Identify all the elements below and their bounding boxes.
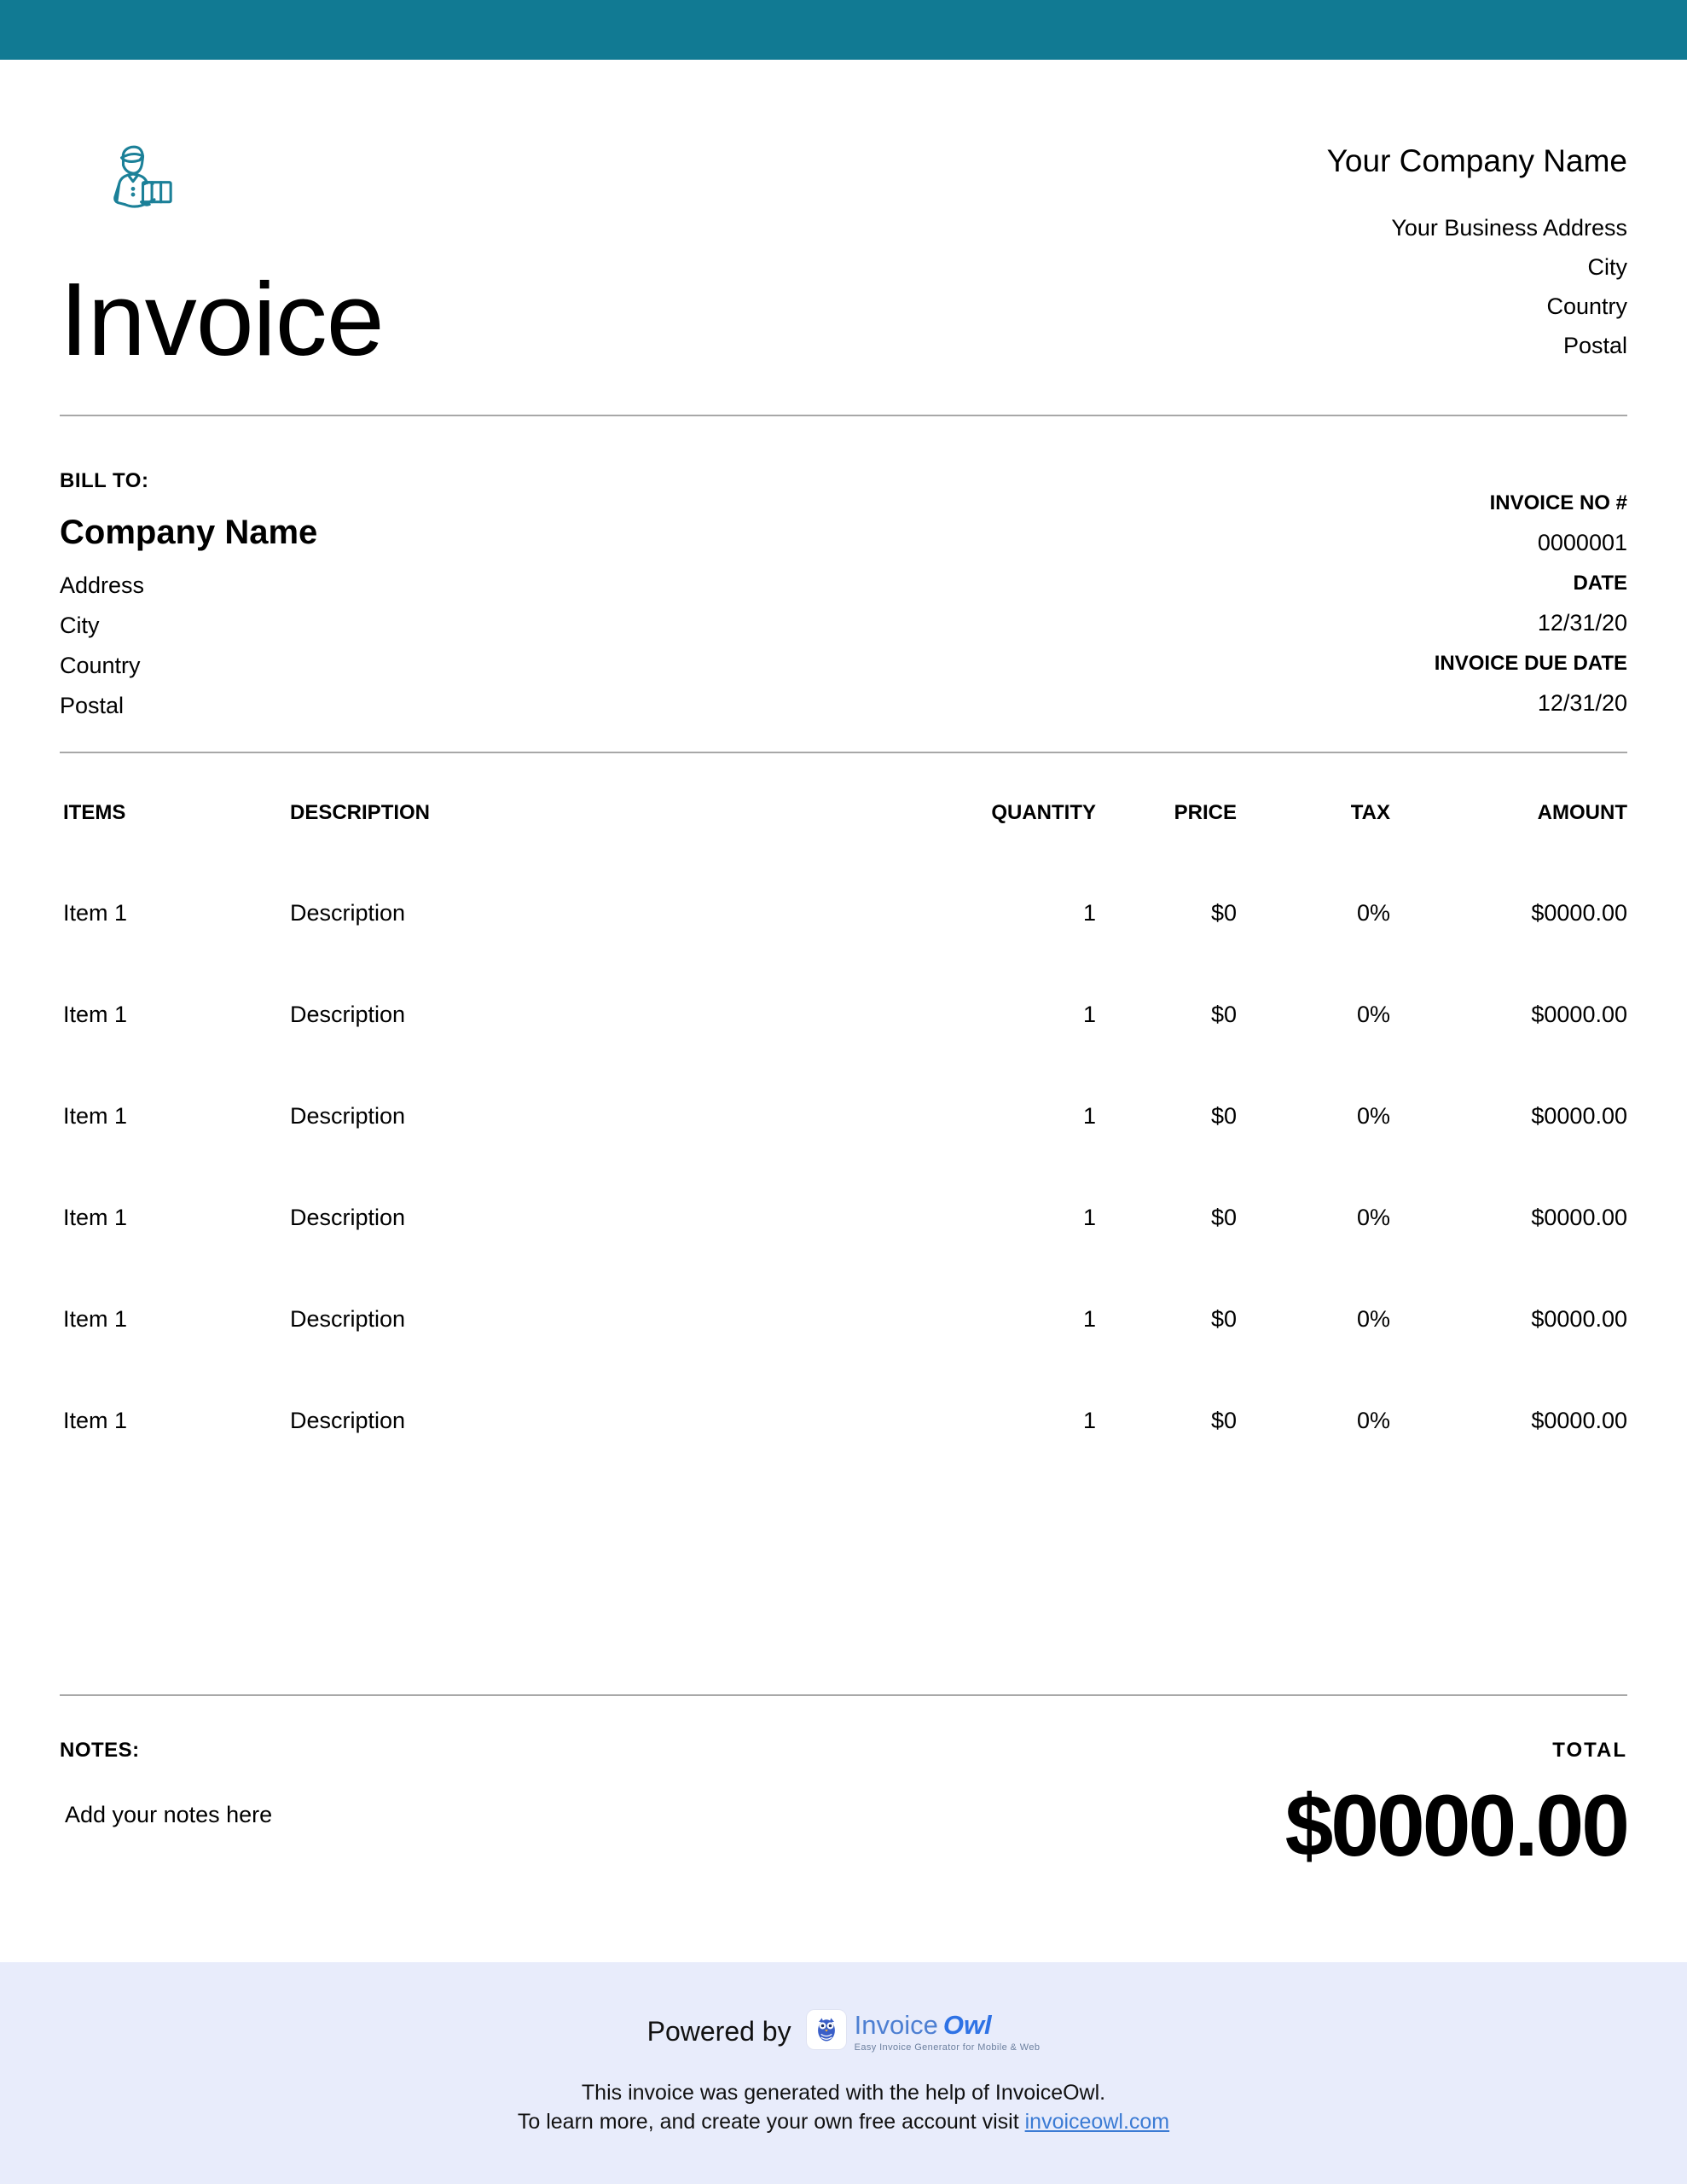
bill-to-company-name: Company Name (60, 514, 318, 552)
footer-learn-more-text (518, 2107, 1169, 2136)
top-accent-bar (0, 0, 1687, 60)
company-address-line: City (1587, 254, 1627, 280)
total-amount: $0000.00 (1284, 1777, 1627, 1875)
column-header-description: DESCRIPTION (290, 801, 431, 825)
invoice-date-value: 12/31/20 (1537, 610, 1627, 636)
column-header-quantity: QUANTITY (991, 801, 1096, 825)
brand-tagline: Easy Invoice Generator for Mobile & Web (854, 2042, 1041, 2053)
cell-item: Item 1 (63, 1408, 128, 1434)
cell-item: Item 1 (63, 900, 128, 926)
cell-tax: 0% (1356, 1306, 1390, 1333)
invoiceowl-logo (807, 2010, 1041, 2053)
notes-block (60, 1739, 272, 1876)
column-header-tax: TAX (1350, 801, 1390, 825)
cell-item: Item 1 (63, 1002, 128, 1028)
cell-item: Item 1 (63, 1103, 128, 1130)
notes-label: NOTES: (60, 1739, 140, 1763)
footer (0, 1962, 1687, 2184)
brand-wordmark (855, 2010, 1041, 2041)
table-row (60, 1002, 1627, 1028)
cell-quantity: 1 (1082, 1205, 1096, 1231)
bill-to-address-line: Country (60, 653, 141, 679)
cell-description: Description (290, 1002, 406, 1028)
cell-description: Description (290, 1103, 406, 1130)
total-block (1285, 1739, 1627, 1876)
cell-amount: $0000.00 (1531, 1205, 1627, 1231)
cell-tax: 0% (1356, 1002, 1390, 1028)
bill-to-label: BILL TO: (60, 469, 149, 493)
summary-section (60, 1739, 1627, 1876)
cell-price: $0 (1210, 1306, 1237, 1333)
notes-text: Add your notes here (65, 1802, 273, 1828)
cell-item: Item 1 (63, 1205, 128, 1231)
cell-tax: 0% (1356, 1408, 1390, 1434)
cell-quantity: 1 (1082, 1306, 1096, 1333)
cell-quantity: 1 (1082, 1002, 1096, 1028)
cell-amount: $0000.00 (1531, 1306, 1627, 1333)
bill-to-address-line: City (60, 613, 100, 639)
invoice-header (60, 135, 1627, 377)
total-label: TOTAL (1552, 1739, 1627, 1763)
bill-to-address (60, 566, 317, 726)
cell-price: $0 (1210, 1408, 1237, 1434)
cell-description: Description (290, 1306, 406, 1333)
powered-by-row (647, 2010, 1041, 2053)
company-address-line: Your Business Address (1391, 215, 1627, 241)
page-title: Invoice (60, 261, 384, 377)
owl-icon (807, 2010, 846, 2049)
delivery-person-icon (92, 135, 174, 217)
billing-section (60, 469, 1627, 726)
cell-tax: 0% (1356, 1205, 1390, 1231)
bill-to-address-line: Address (60, 572, 145, 599)
table-row (60, 1103, 1627, 1130)
company-address (1327, 208, 1627, 365)
items-table-header (60, 801, 1627, 825)
table-row (60, 1306, 1627, 1333)
brand-word-invoice: Invoice (854, 2010, 938, 2040)
cell-price: $0 (1210, 900, 1237, 926)
invoiceowl-link[interactable]: invoiceowl.com (1024, 2110, 1170, 2134)
column-header-items: ITEMS (63, 801, 126, 825)
company-address-line: Country (1546, 293, 1627, 319)
invoice-due-date-label: INVOICE DUE DATE (1434, 652, 1627, 676)
invoice-due-date-value: 12/31/20 (1537, 690, 1627, 717)
invoice-number-value: 0000001 (1537, 530, 1627, 556)
table-row (60, 1408, 1627, 1434)
cell-description: Description (290, 1408, 406, 1434)
cell-quantity: 1 (1082, 900, 1096, 926)
table-row (60, 1205, 1627, 1231)
cell-item: Item 1 (63, 1306, 128, 1333)
cell-quantity: 1 (1082, 1408, 1096, 1434)
column-header-amount: AMOUNT (1537, 801, 1627, 825)
divider (60, 1694, 1627, 1696)
invoice-number-label: INVOICE NO # (1489, 491, 1627, 515)
header-left (60, 135, 384, 377)
bill-to-block (60, 469, 317, 726)
cell-amount: $0000.00 (1531, 900, 1627, 926)
cell-tax: 0% (1356, 1103, 1390, 1130)
cell-amount: $0000.00 (1531, 1408, 1627, 1434)
powered-by-label: Powered by (646, 2015, 791, 2047)
cell-price: $0 (1210, 1103, 1237, 1130)
items-table (60, 801, 1627, 1434)
cell-description: Description (290, 1205, 406, 1231)
invoice-meta-block (1435, 469, 1627, 726)
footer-learn-more-prefix: To learn more, and create your own free account visit (517, 2110, 1025, 2134)
company-address-line: Postal (1562, 333, 1627, 358)
cell-quantity: 1 (1082, 1103, 1096, 1130)
footer-generated-text: This invoice was generated with the help of InvoiceOwl. (581, 2081, 1106, 2105)
cell-description: Description (290, 900, 406, 926)
column-header-price: PRICE (1174, 801, 1237, 825)
cell-price: $0 (1210, 1205, 1237, 1231)
cell-amount: $0000.00 (1531, 1103, 1627, 1130)
bill-to-address-line: Postal (60, 693, 125, 719)
table-row (60, 900, 1627, 926)
invoice-body (0, 60, 1687, 1962)
divider (60, 752, 1627, 753)
cell-price: $0 (1210, 1002, 1237, 1028)
invoice-date-label: DATE (1573, 572, 1627, 595)
cell-amount: $0000.00 (1531, 1002, 1627, 1028)
brand-text (855, 2010, 1041, 2053)
company-name: Your Company Name (1326, 143, 1627, 178)
divider (60, 415, 1627, 416)
brand-word-owl: Owl (942, 2010, 992, 2040)
cell-tax: 0% (1356, 900, 1390, 926)
company-info-block (1327, 135, 1627, 372)
